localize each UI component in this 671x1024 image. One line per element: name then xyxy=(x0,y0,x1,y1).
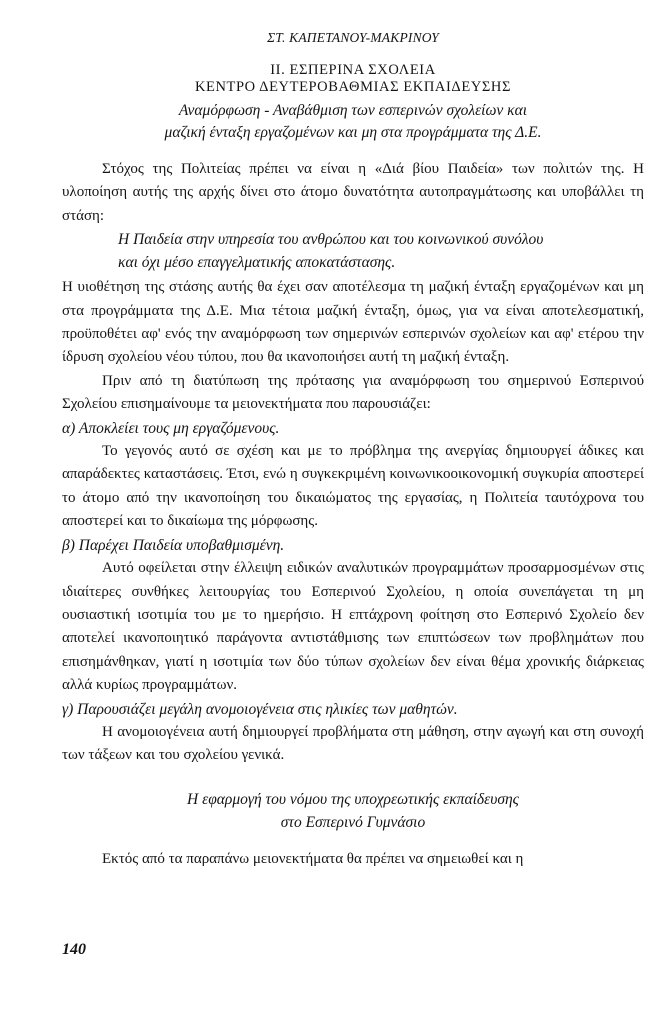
section-title-line2: ΚΕΝΤΡΟ ΔΕΥΤΕΡΟΒΑΘΜΙΑΣ ΕΚΠΑΙΔΕΥΣΗΣ xyxy=(194,79,512,95)
item-c-heading: γ) Παρουσιάζει μεγάλη ανομοιογένεια στις ηλικίες των μαθητών. xyxy=(62,700,458,718)
paragraph-2: Η υιοθέτηση της στάσης αυτής θα έχει σαν αποτέλεσμα τη μαζική ένταξη εργαζομένων και μη στα προγράμματα της Δ.Ε. Μια τέτοια μαζική ένταξη, όμως, για να είναι αποτελεσματική, προϋποθέτει αφ' ενός την αναμόρφωση των σημερινών εσπερινών σχολείων και αφ' ετέρου την ίδρυση σχολείου νέου τύπου, που θα ικανοποιήσει αυτή τη μαζική ένταξη. xyxy=(62,279,644,366)
item-b-body: Αυτό οφείλεται στην έλλειψη ειδικών αναλυτικών προγραμμάτων προσαρμοσμένων στις ιδιαίτερες συνθήκες λειτουργίας του Εσπερινού Σχολείου, η οποία συνεπάγεται τη μη ουσιαστική ισοτιμία του με το ημερήσιο. Η επτάχρονη φοίτηση στο Εσπερινό Σχολείο δεν αποτελεί ικανοποιητικό παράγοντα αντιστάθμισης των επιπτώσεων των προβλημάτων που επισημάνθηκαν, γιατί η ισοτιμία των δύο τύπων σχολείων δεν είναι θέμα χρονικής διάρκειας αλλά κυρίως προγραμμάτων. xyxy=(62,560,644,694)
subtitle-line2: μαζική ένταξη εργαζομένων και μη στα προγράμματα της Δ.Ε. xyxy=(164,124,542,141)
last-paragraph: Εκτός από τα παραπάνω μειονεκτήματα θα πρέπει να σημειωθεί και η xyxy=(102,850,524,867)
page-body xyxy=(62,30,644,871)
quote-block xyxy=(62,229,644,274)
item-c-body: Η ανομοιογένεια αυτή δημιουργεί προβλήματα στη μάθηση, στην αγωγή και στη συνοχή των τάξεων και του σχολείου γενικά. xyxy=(62,723,644,764)
subsection-heading-line2: στο Εσπερινό Γυμνάσιο xyxy=(280,813,426,831)
quote-line2: και όχι μέσο επαγγελματικής αποκατάστασης. xyxy=(118,253,396,271)
running-head: ΣΤ. ΚΑΠΕΤΑΝΟΥ-ΜΑΚΡΙΝΟΥ xyxy=(267,30,439,45)
paragraph-1: Στόχος της Πολιτείας πρέπει να είναι η «Διά βίου Παιδεία» των πολιτών της. Η υλοποίηση αυτής της αρχής δίνει στο άτομο δυνατότητα αυτοπραγμάτωσης και υποβάλλει τη στάση: xyxy=(62,161,644,224)
subsection-heading xyxy=(62,788,644,834)
section-title-line1: ΙΙ. ΕΣΠΕΡΙΝΑ ΣΧΟΛΕΙΑ xyxy=(270,62,436,78)
quote-line1: Η Παιδεία στην υπηρεσία του ανθρώπου και του κοινωνικού συνόλου xyxy=(118,231,544,249)
section-subtitle xyxy=(62,100,644,144)
page-number: 140 xyxy=(62,941,86,958)
item-a-heading: α) Αποκλείει τους μη εργαζόμενους. xyxy=(62,419,280,437)
item-b-heading: β) Παρέχει Παιδεία υποβαθμισμένη. xyxy=(62,536,285,554)
subsection-heading-line1: Η εφαρμογή του νόμου της υποχρεωτικής εκπαίδευσης xyxy=(187,790,519,808)
item-a-body: Το γεγονός αυτό σε σχέση και με το πρόβλημα της ανεργίας δημιουργεί άδικες και απαράδεκτες καταστάσεις. Έτσι, ενώ η συγκεκριμένη κοινωνικοοικονομική συγκυρία αποστερεί το άτομο από την ικανοποίηση του δικαιώματος της εργασίας, η Πολιτεία ταυτόχρονα του αποστερεί και το δικαίωμα της μόρφωσης. xyxy=(62,443,644,530)
subtitle-line1: Αναμόρφωση - Αναβάθμιση των εσπερινών σχολείων και xyxy=(178,102,528,119)
paragraph-3: Πριν από τη διατύπωση της πρότασης για αναμόρφωση του σημερινού Εσπερινού Σχολείου επισημαίνουμε τα μειονεκτήματα που παρουσιάζει: xyxy=(62,372,644,413)
